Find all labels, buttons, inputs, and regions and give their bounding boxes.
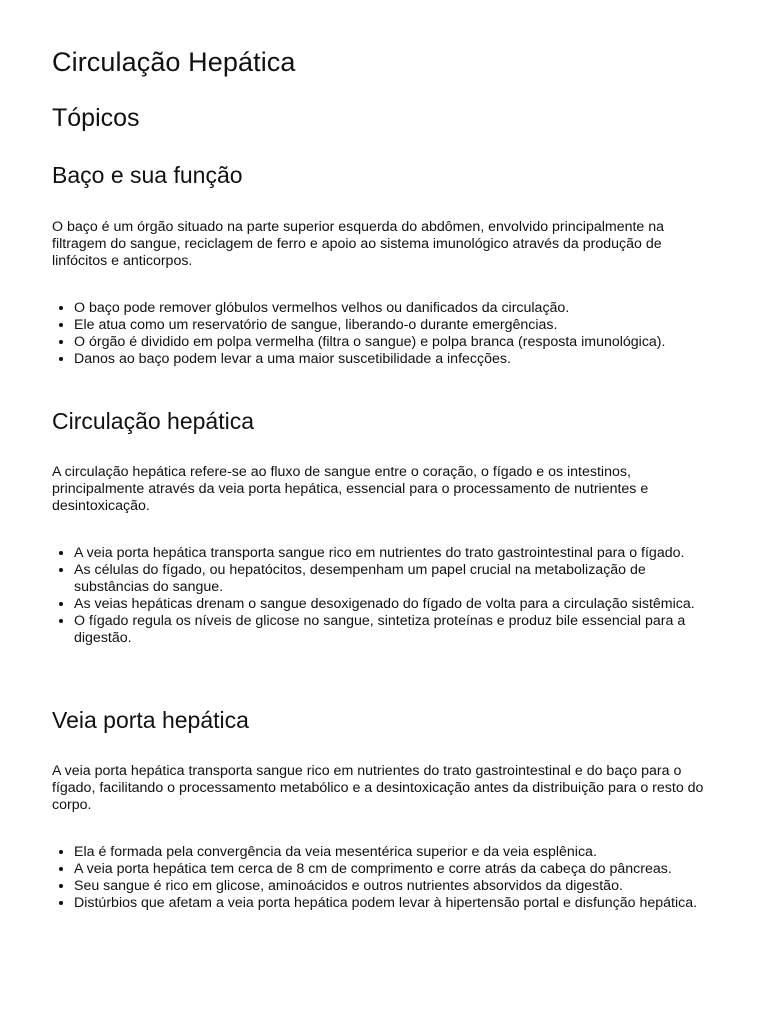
section-paragraph: A veia porta hepática transporta sangue rico em nutrientes do trato gastrointestinal e do baço para o fígado, facilitando o processamento metabólico e a desintoxicação antes da distribuição para o resto do corpo. [52, 763, 704, 813]
list-item: • Seu sangue é rico em glicose, aminoácidos e outros nutrientes absorvidos da digestão. [74, 878, 720, 895]
section-paragraph: A circulação hepática refere-se ao fluxo de sangue entre o coração, o fígado e os intestinos, principalmente através da veia porta hepática, essencial para o processamento de nutrientes e desintoxicação. [52, 464, 649, 514]
list-item: • O baço pode remover glóbulos vermelhos velhos ou danificados da circulação. [74, 300, 720, 317]
section-portal-vein [52, 705, 720, 912]
list-item: • Distúrbios que afetam a veia porta hepática podem levar à hipertensão portal e disfunção hepática. [74, 895, 720, 912]
list-item: • Ela é formada pela convergência da veia mesentérica superior e da veia esplênica. [74, 844, 720, 861]
section-paragraph: O baço é um órgão situado na parte superior esquerda do abdômen, envolvido principalmente na filtragem do sangue, reciclagem de ferro e apoio ao sistema imunológico através da produção de linfócitos e anticorpos. [52, 219, 665, 269]
list-item: • A veia porta hepática tem cerca de 8 cm de comprimento e corre atrás da cabeça do pâncreas. [74, 861, 720, 878]
topics-heading: Tópicos [52, 104, 140, 132]
section-heading: Circulação hepática [52, 408, 255, 434]
list-item: • A veia porta hepática transporta sangue rico em nutrientes do trato gastrointestinal para o fígado. [74, 545, 720, 562]
list-item: • O fígado regula os níveis de glicose no sangue, sintetiza proteínas e produz bile essencial para a digestão. [74, 613, 720, 647]
list-item: • Ele atua como um reservatório de sangue, liberando-o durante emergências. [74, 317, 720, 334]
section-hepatic-circulation [52, 406, 720, 647]
bullet-list [52, 300, 720, 368]
list-item: • O órgão é dividido em polpa vermelha (filtra o sangue) e polpa branca (resposta imunológica). [74, 334, 720, 351]
section-spleen [52, 160, 720, 368]
bullet-list [52, 844, 720, 912]
bullet-list [52, 545, 720, 647]
list-item: • As veias hepáticas drenam o sangue desoxigenado do fígado de volta para a circulação sistêmica. [74, 596, 720, 613]
list-item: • Danos ao baço podem levar a uma maior suscetibilidade a infecções. [74, 351, 720, 368]
document-title: Circulação Hepática [52, 47, 296, 77]
section-heading: Baço e sua função [52, 162, 243, 188]
list-item: • As células do fígado, ou hepatócitos, desempenham um papel crucial na metabolização de substâncias do sangue. [74, 562, 720, 596]
section-heading: Veia porta hepática [52, 707, 249, 733]
